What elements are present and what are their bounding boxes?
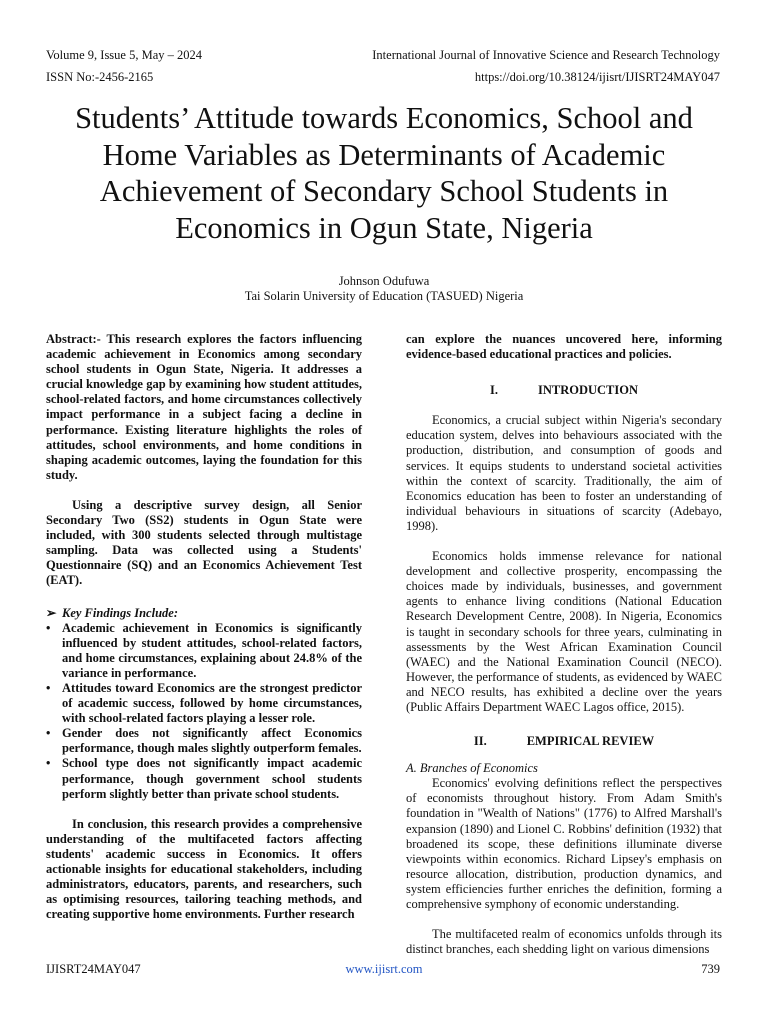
abstract-conclusion-continued: can explore the nuances uncovered here, informing evidence-based educational practices and policies. <box>406 332 722 362</box>
title-line-3: Achievement of Secondary School Students in <box>99 174 669 208</box>
title-line-1: Students’ Attitude towards Economics, School and <box>75 101 693 135</box>
left-column <box>46 332 362 922</box>
title-line-4: Economics in Ogun State, Nigeria <box>175 210 593 245</box>
bullet-icon: • <box>46 726 51 741</box>
section-number: II. <box>473 734 487 749</box>
footer-website-link[interactable]: www.ijisrt.com <box>345 962 423 976</box>
review-paragraph-2: The multifaceted realm of economics unfolds through its distinct branches, each shedding light on various dimensions <box>406 927 722 957</box>
title-line-2: Home Variables as Determinants of Academic <box>102 137 666 172</box>
author-affiliation: Tai Solarin University of Education (TASUED) Nigeria <box>244 288 524 303</box>
arrow-bullet-icon: ➢ <box>46 605 57 620</box>
list-item <box>46 726 362 756</box>
section-title: INTRODUCTION <box>537 383 638 398</box>
header-doi[interactable]: https://doi.org/10.38124/ijisrt/IJISRT24MAY047 <box>474 70 720 84</box>
finding-text: Academic achievement in Economics is significantly influenced by student attitudes, school-related factors, and home circumstances, explaining about 24.8% of the variance in performance. <box>62 620 362 680</box>
subsection-heading: A. Branches of Economics <box>406 761 538 776</box>
header-issn: ISSN No:-2456-2165 <box>46 70 154 84</box>
key-findings-heading <box>46 606 362 621</box>
header-volume: Volume 9, Issue 5, May – 2024 <box>46 48 203 62</box>
section-heading-empirical-review <box>406 734 722 749</box>
author-block <box>0 274 768 303</box>
intro-paragraph-1: Economics, a crucial subject within Nigeria's secondary education system, delves into behaviours associated with the production, distribution, and consumption of goods and services. It equips students to understand societal activities within the context of scarcity. Traditionally, the aim of Economics education has been to foster an understanding of individual behaviours in situations of scarcity (Adebayo, 1998). <box>406 413 722 533</box>
bullet-icon: • <box>46 620 51 635</box>
section-title: EMPIRICAL REVIEW <box>526 734 655 749</box>
finding-text: Attitudes toward Economics are the strongest predictor of academic success, followed by home circumstances, with school-related factors playing a lesser role. <box>62 680 362 726</box>
right-column <box>406 332 722 957</box>
bullet-icon: • <box>46 756 51 771</box>
paper-title <box>40 100 728 246</box>
abstract-conclusion: In conclusion, this research provides a comprehensive understanding of the multifaceted factors affecting students' academic success in Economics. It offers actionable insights for educational stakeholders, including administrators, educators, parents, and researchers, such as optimising resources, tailoring teaching methods, and creating supportive home environments. Further research <box>46 816 362 922</box>
section-heading-introduction <box>406 383 722 398</box>
key-findings-label: Key Findings Include: <box>62 605 178 620</box>
abstract-paragraph-1: Abstract:- This research explores the factors influencing academic achievement in Economics among secondary school students in Ogun State, Nigeria. It addresses a crucial knowledge gap by examining how student attitudes, school-related factors, and home circumstances collectively impact performance in a subject facing a decline in performance. Existing literature highlights the roles of attitudes, school environments, and home conditions in shaping academic outcomes, laying the foundation for this study. <box>46 332 362 482</box>
list-item <box>46 756 362 801</box>
footer-paper-id: IJISRT24MAY047 <box>46 962 141 976</box>
finding-text: Gender does not significantly affect Economics performance, though males slightly outperform females. <box>62 726 362 756</box>
header-journal: International Journal of Innovative Science and Research Technology <box>372 48 720 62</box>
author-name: Johnson Odufuwa <box>338 274 430 288</box>
finding-text: School type does not significantly impact academic performance, though government school students perform slightly better than private school students. <box>62 756 362 801</box>
footer-page-number: 739 <box>701 962 720 976</box>
intro-paragraph-2: Economics holds immense relevance for national development and collective prosperity, encompassing the choices made by individuals, businesses, and government agents to enhance living conditions (National Education Research Development Centre, 2008). In Nigeria, Economics is taught in secondary schools for three years, culminating in assessments by the West African Examination Council (WAEC) and the National Examination Council (NECO). However, the performance of students, as evidenced by WAEC and NECO results, has exhibited a decline over the years (Public Affairs Department WAEC Lagos office, 2015). <box>406 549 722 714</box>
list-item <box>46 621 362 681</box>
section-number: I. <box>489 383 498 398</box>
abstract-paragraph-2: Using a descriptive survey design, all Senior Secondary Two (SS2) students in Ogun State were included, with 300 students selected through multistage sampling. Data was collected using a Students' Questionnaire (SQ) and an Economics Achievement Test (EAT). <box>46 497 362 588</box>
review-paragraph-1: Economics' evolving definitions reflect the perspectives of economists throughout history. From Adam Smith's foundation in "Wealth of Nations" (1776) to Alfred Marshall's expansion (1890) and Lionel C. Robbins' definition (1932) that broadened its scope, these definitions illuminate diverse viewpoints within economics. Richard Lipsey's emphasis on resource allocation, distribution, production dynamics, and system efficiencies further enriches the definition, forming a comprehensive symphony of economic understanding. <box>406 776 722 911</box>
key-findings-list <box>46 621 362 802</box>
list-item <box>46 681 362 726</box>
bullet-icon: • <box>46 680 51 695</box>
